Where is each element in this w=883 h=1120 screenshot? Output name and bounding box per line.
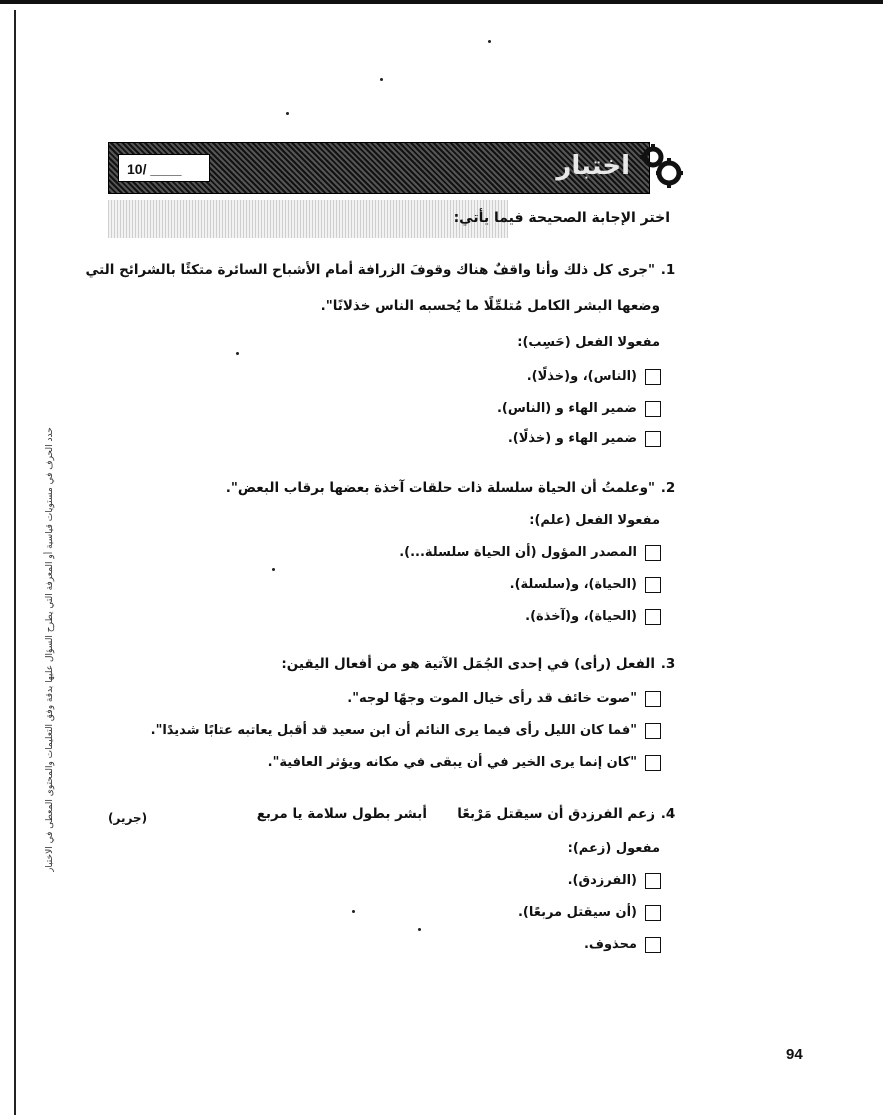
option-label: "فما كان الليل رأى فيما يرى النائم أن ابن سعيد قد أقبل يعاتبه عتابًا شديدًا". bbox=[150, 723, 637, 738]
side-note: حدد الحرف في مستويات قياسية أو المعرفة التي يطرح السؤال عليها بدقة وفق التعليمات والمحتوى المعطى في الاختبار bbox=[45, 427, 55, 872]
question-text: "جرى كل ذلك وأنا واقفٌ هناك وقوفَ الزرافة أمام الأشباح السائرة متكئًا بالشرائح التي bbox=[85, 262, 655, 278]
top-rule bbox=[0, 0, 883, 4]
checkbox[interactable] bbox=[645, 369, 661, 385]
checkbox[interactable] bbox=[645, 905, 661, 921]
question-subtitle: مفعولا الفعل (حَسِب): bbox=[517, 335, 660, 350]
question-1 bbox=[86, 256, 682, 285]
left-margin-rule bbox=[14, 10, 16, 1115]
scan-speck bbox=[352, 910, 355, 913]
question-subtitle: مفعولا الفعل (علم): bbox=[529, 513, 660, 528]
option-row[interactable] bbox=[510, 570, 661, 599]
question-number: 4. bbox=[660, 806, 676, 822]
question-3 bbox=[281, 650, 681, 679]
option-row[interactable] bbox=[151, 716, 661, 745]
instruction-strip bbox=[108, 200, 508, 238]
question-2 bbox=[226, 474, 681, 503]
test-title: اختبار bbox=[556, 151, 630, 181]
option-label: (الحياة)، و(آخذة). bbox=[525, 609, 637, 624]
question-number: 3. bbox=[660, 656, 676, 672]
scan-speck bbox=[488, 40, 491, 43]
option-label: ضمير الهاء و (الناس). bbox=[496, 401, 637, 416]
question-number: 2. bbox=[660, 480, 676, 496]
option-row[interactable] bbox=[584, 930, 661, 959]
option-row[interactable] bbox=[347, 684, 661, 713]
score-box[interactable]: 10/ ____ bbox=[118, 154, 210, 182]
option-label: (الحياة)، و(سلسلة). bbox=[509, 577, 637, 592]
scan-speck bbox=[380, 78, 383, 81]
option-row[interactable] bbox=[568, 866, 661, 895]
question-4 bbox=[457, 800, 681, 829]
scan-speck bbox=[418, 928, 421, 931]
checkbox[interactable] bbox=[645, 755, 661, 771]
scan-speck bbox=[286, 112, 289, 115]
checkbox[interactable] bbox=[645, 401, 661, 417]
question-text-continued: وضعها البشر الكامل مُتلمِّلًا ما يُحسبه الناس خذلانًا". bbox=[320, 298, 660, 314]
checkbox[interactable] bbox=[645, 577, 661, 593]
checkbox[interactable] bbox=[645, 937, 661, 953]
option-row[interactable] bbox=[527, 362, 661, 391]
scan-speck bbox=[236, 352, 239, 355]
gears-icon bbox=[636, 142, 686, 190]
option-row[interactable] bbox=[508, 424, 661, 453]
question-text: الفعل (رأى) في إحدى الجُمَل الآتية هو من أفعال اليقين: bbox=[281, 656, 655, 672]
verse-first-hemistich: زعم الفرزدق أن سيقتل مَرْبعًا bbox=[457, 806, 655, 822]
verse-second-hemistich: أبشر بطول سلامة يا مربع bbox=[256, 806, 427, 822]
page-number: 94 bbox=[786, 1046, 803, 1063]
checkbox[interactable] bbox=[645, 609, 661, 625]
question-subtitle: مفعول (زعم): bbox=[567, 841, 660, 856]
option-label: (أن سيقتل مربعًا). bbox=[517, 905, 637, 920]
checkbox[interactable] bbox=[645, 431, 661, 447]
option-row[interactable] bbox=[268, 748, 661, 777]
option-label: محذوف. bbox=[583, 937, 637, 952]
option-label: (الفرزدق). bbox=[567, 873, 637, 888]
checkbox[interactable] bbox=[645, 873, 661, 889]
instruction: اختر الإجابة الصحيحة فيما يأتي: bbox=[453, 210, 670, 226]
scan-speck bbox=[272, 568, 275, 571]
option-row[interactable] bbox=[399, 538, 661, 567]
checkbox[interactable] bbox=[645, 723, 661, 739]
option-label: "كان إنما يرى الخير في أن يبقى في مكانه ويؤثر العافية". bbox=[267, 755, 637, 770]
verse-author: (جرير) bbox=[108, 811, 148, 825]
question-text: "وعلمتُ أن الحياة سلسلة ذات حلقات آخذة بعضها برقاب البعض". bbox=[225, 480, 655, 496]
option-row[interactable] bbox=[518, 898, 661, 927]
checkbox[interactable] bbox=[645, 691, 661, 707]
option-label: (الناس)، و(خذلًا). bbox=[526, 369, 637, 384]
option-row[interactable] bbox=[497, 394, 661, 423]
option-label: ضمير الهاء و (خذلًا). bbox=[507, 431, 637, 446]
checkbox[interactable] bbox=[645, 545, 661, 561]
option-label: المصدر المؤول (أن الحياة سلسلة...). bbox=[399, 545, 637, 560]
question-number: 1. bbox=[660, 262, 676, 278]
option-row[interactable] bbox=[525, 602, 661, 631]
option-label: "صوت خائف قد رأى خيال الموت وجهًا لوجه". bbox=[347, 691, 637, 706]
